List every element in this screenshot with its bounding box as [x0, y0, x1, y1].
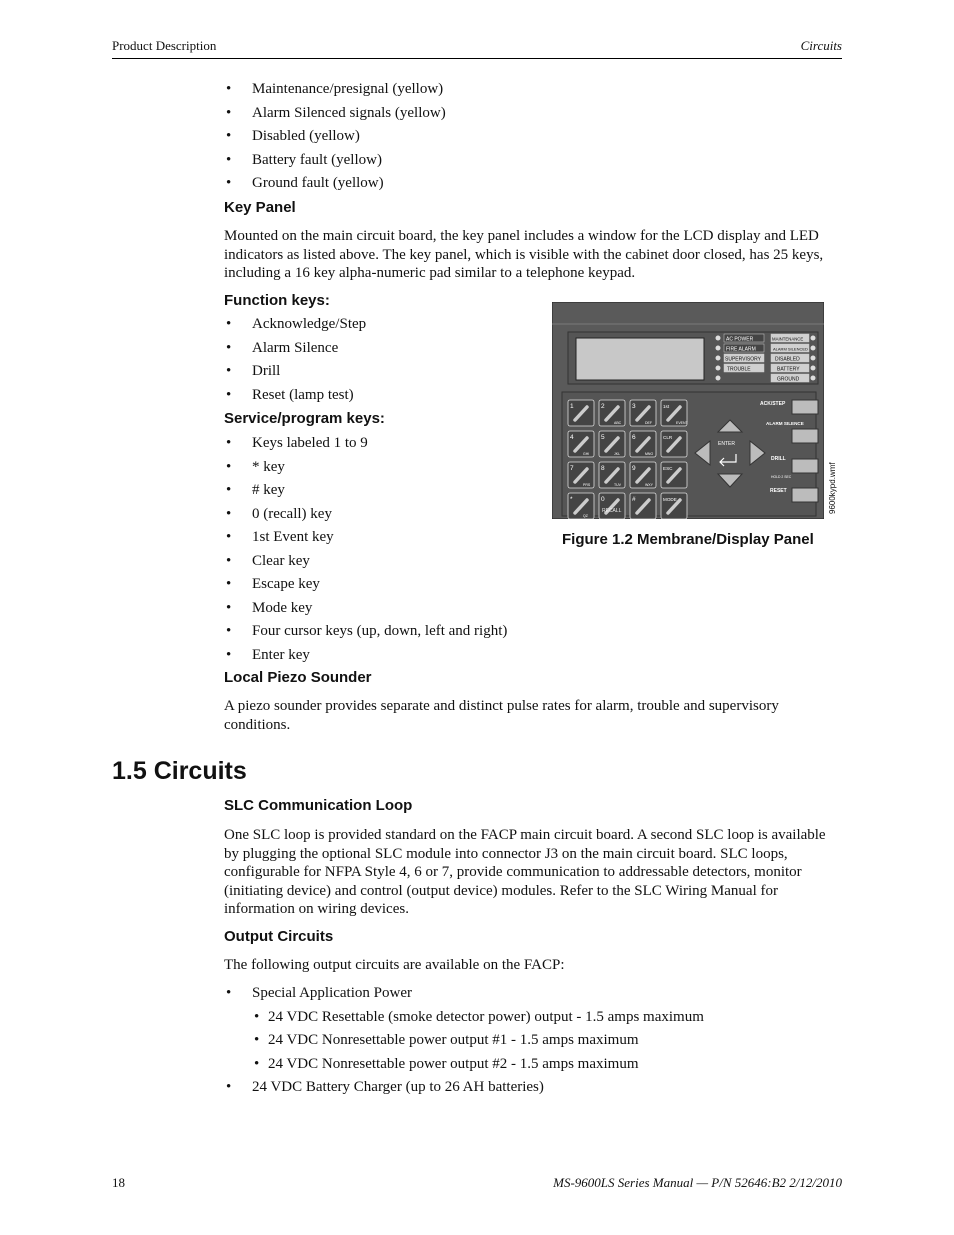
- keypad-key: [568, 493, 594, 519]
- header-section-label: Product Description: [112, 38, 217, 53]
- figure-file-label-area: [826, 446, 838, 516]
- ack-step-label: ACK/STEP: [760, 401, 786, 407]
- keypad-key-label: 4: [570, 434, 574, 441]
- keypad-key-label: 3: [632, 403, 636, 410]
- list-item: • 0 (recall) key: [224, 505, 544, 529]
- keypad-key-label: ESC: [663, 466, 673, 471]
- list-item: • Escape key: [224, 575, 544, 599]
- keypad-key-sublabel: GHI: [583, 452, 590, 456]
- keypad-key-label: CLR: [663, 435, 673, 440]
- keypad-key-sublabel: WXY: [645, 483, 653, 487]
- keypad-key: [661, 462, 687, 488]
- keypad-key-sublabel: MNO: [645, 452, 654, 456]
- function-keys-list: [224, 315, 534, 409]
- reset-label: RESET: [770, 488, 787, 494]
- membrane-panel-figure: [552, 302, 824, 519]
- keypad-key: [599, 462, 625, 488]
- header-rule: [112, 58, 842, 59]
- led-column-right: [771, 334, 816, 383]
- key-panel-heading: Key Panel: [224, 199, 296, 216]
- keypad-key: [630, 493, 656, 519]
- figure-file-label-text: 9600kypd.wmf: [828, 462, 837, 514]
- slc-heading: SLC Communication Loop: [224, 797, 413, 814]
- recall-label: RECALL: [602, 508, 622, 514]
- alarm-silence-key: [792, 429, 818, 443]
- list-item: • Four cursor keys (up, down, left and right): [224, 622, 544, 646]
- drill-hold-label: HOLD 2 SEC: [771, 475, 792, 479]
- list-item: • Keys labeled 1 to 9: [224, 434, 544, 458]
- led-label: TROUBLE: [727, 366, 751, 373]
- list-item: • Special Application Power: [224, 984, 824, 1008]
- list-item: • Acknowledge/Step: [224, 315, 534, 339]
- page-number: 18: [112, 1175, 125, 1190]
- keypad-key-sublabel: ABC: [614, 421, 622, 425]
- keypad-key-label: 0: [601, 496, 605, 503]
- output-list-2: [224, 1078, 824, 1102]
- keypad-key: [599, 400, 625, 426]
- alarm-silence-label: ALARM SILENCE: [766, 421, 804, 426]
- output-sublist: [252, 1008, 832, 1078]
- led-label: ALARM SILENCED: [773, 346, 808, 352]
- membrane-panel-illustration: [552, 302, 824, 519]
- indicator-list: [224, 80, 724, 198]
- list-item: • Drill: [224, 362, 534, 386]
- list-item: • 24 VDC Battery Charger (up to 26 AH batteries): [224, 1078, 824, 1102]
- list-item: • 24 VDC Resettable (smoke detector power) output - 1.5 amps maximum: [252, 1008, 832, 1031]
- list-item: • Mode key: [224, 599, 544, 623]
- drill-label: DRILL: [771, 456, 786, 462]
- keypad-key-label: MODE: [663, 497, 677, 502]
- keypad-key-label: 2: [601, 403, 605, 410]
- output-intro: The following output circuits are available on the FACP:: [224, 957, 565, 973]
- keypad-key-label: *: [570, 496, 573, 503]
- figure-caption: Figure 1.2 Membrane/Display Panel: [562, 531, 814, 548]
- enter-label: ENTER: [718, 441, 735, 447]
- keypad-key-sublabel: PRS: [583, 483, 591, 487]
- function-keys-heading: Function keys:: [224, 292, 330, 309]
- keypad-key: [568, 462, 594, 488]
- keypad-key: [599, 493, 625, 519]
- list-item: • Maintenance/presignal (yellow): [224, 80, 724, 104]
- keypad-key-label: 8: [601, 465, 605, 472]
- reset-key: [792, 488, 818, 502]
- keypad-key: [568, 400, 594, 426]
- keypad-key: [630, 431, 656, 457]
- keypad-key: [630, 462, 656, 488]
- service-keys-list: [224, 434, 544, 669]
- output-heading: Output Circuits: [224, 928, 334, 945]
- keypad-key: [599, 431, 625, 457]
- led-label: MAINTENANCE: [772, 336, 804, 342]
- keypad-key-label: 6: [632, 434, 636, 441]
- keypad-key-sublabel: DEF: [645, 421, 652, 425]
- list-item: • Reset (lamp test): [224, 386, 534, 410]
- list-item: • 24 VDC Nonresettable power output #2 - 1.5 amps maximum: [252, 1055, 832, 1078]
- list-item: • Disabled (yellow): [224, 127, 724, 151]
- led-label: DISABLED: [775, 356, 800, 363]
- keypad-key: [630, 400, 656, 426]
- led-label: SUPERVISORY: [725, 356, 761, 363]
- keypad-key-label: 9: [632, 465, 636, 472]
- keypad-key-label: 5: [601, 434, 605, 441]
- list-item: • 1st Event key: [224, 528, 544, 552]
- led-label: BATTERY: [777, 366, 800, 373]
- list-item: • * key: [224, 458, 544, 482]
- keypad-key-label: 1: [570, 403, 574, 410]
- keypad-key: [661, 493, 687, 519]
- output-list: [224, 984, 824, 1008]
- slc-paragraph: One SLC loop is provided standard on the FACP main circuit board. A second SLC loop is available by plugging the optional SLC module into connector J3 on the main circuit board. SLC loops, configurable for NFPA Style 4, 6 or 7, provide communication to addressable detectors, monitor (initiating device) and control (output device) modules. Refer to the SLC Wiring Manual for information on wiring devices.: [224, 827, 826, 917]
- list-item: • # key: [224, 481, 544, 505]
- list-item: • Alarm Silenced signals (yellow): [224, 104, 724, 128]
- list-item: • Enter key: [224, 646, 544, 670]
- piezo-paragraph: A piezo sounder provides separate and distinct pulse rates for alarm, trouble and supervisory conditions.: [224, 698, 779, 733]
- figure-file-label-svg: [826, 446, 838, 516]
- led-label: GROUND: [777, 376, 800, 383]
- keypad-key-label: 7: [570, 465, 574, 472]
- service-keys-heading: Service/program keys:: [224, 410, 385, 427]
- list-item: • 24 VDC Nonresettable power output #1 - 1.5 amps maximum: [252, 1031, 832, 1054]
- lcd-display-window: [576, 338, 704, 380]
- keypad-key: [568, 431, 594, 457]
- keypad-key-sublabel: QZ: [583, 514, 588, 518]
- footer-manual-info: MS-9600LS Series Manual — P/N 52646:B2 2/12/2010: [553, 1175, 842, 1190]
- section-title: 1.5 Circuits: [112, 757, 247, 785]
- led-label: FIRE ALARM: [726, 346, 756, 353]
- keypad-key: [661, 400, 689, 426]
- list-item: • Alarm Silence: [224, 339, 534, 363]
- header-chapter-label: Circuits: [800, 38, 842, 53]
- list-item: • Battery fault (yellow): [224, 151, 724, 175]
- keypad-key-label: 1st: [663, 404, 670, 409]
- keypad-key-sublabel: EVENT: [676, 421, 688, 425]
- key-panel-paragraph: Mounted on the main circuit board, the key panel includes a window for the LCD display and LED indicators as listed above. The key panel, which is visible with the cabinet door closed, has 25 keys, including a 16 key alpha-numeric pad similar to a telephone keypad.: [224, 228, 824, 281]
- keypad-key-sublabel: TUV: [614, 483, 621, 487]
- list-item: • Clear key: [224, 552, 544, 576]
- piezo-heading: Local Piezo Sounder: [224, 669, 372, 686]
- keypad-key-label: #: [632, 496, 636, 503]
- keypad-key-sublabel: JKL: [614, 452, 621, 456]
- list-item: • Ground fault (yellow): [224, 174, 724, 198]
- keypad-key: [661, 431, 687, 457]
- led-label: AC POWER: [726, 336, 754, 343]
- drill-key: [792, 459, 818, 473]
- ack-step-key: [792, 400, 818, 414]
